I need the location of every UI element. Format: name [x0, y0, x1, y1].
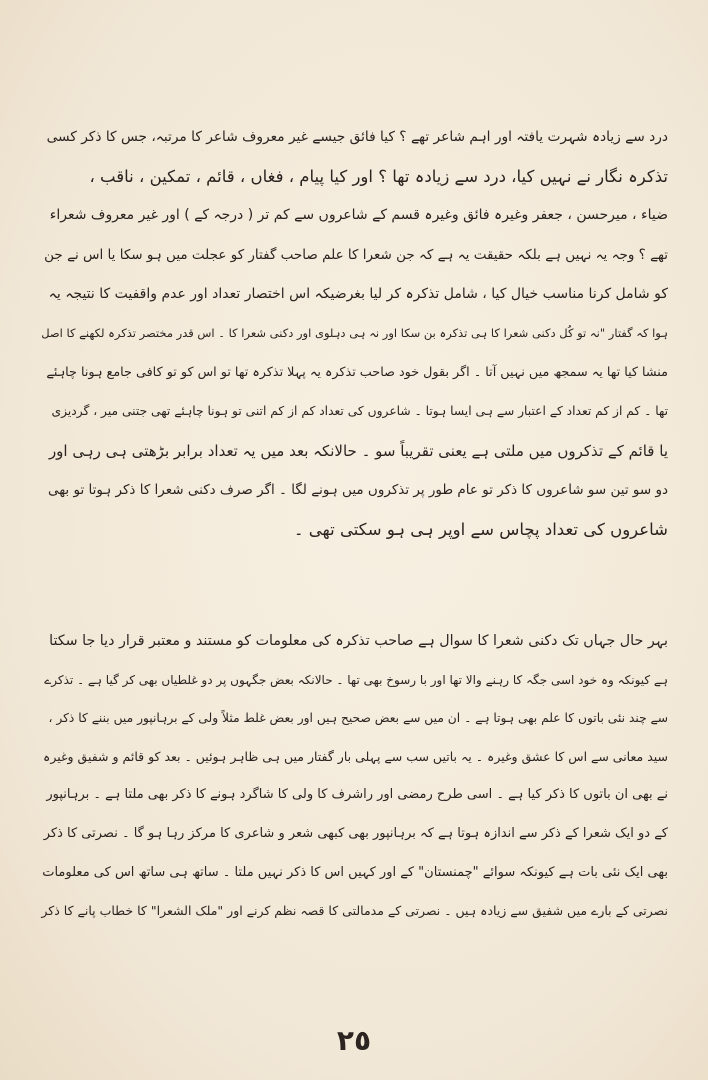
page-number: ٢٥ [336, 1024, 372, 1057]
text-line: بھی ایک نئی بات ہے کیونکہ سوائے "چمنستان" کے اور کہیں اس کا ذکر نہیں ملتا ۔ ساتھ ہی ساتھ اس کی معلومات [42, 864, 668, 880]
text-line: نصرتی کے بارے میں شفیق سے زیادہ ہیں ۔ نصرتی کے مدمالتی کا قصہ نظم کرنے اور "ملک الشعرا" کا خطاب پانے کا ذکر [41, 903, 668, 919]
text-line: نے بھی ان باتوں کا ذکر کیا ہے ۔ اسی طرح رمضی اور راشرف کا ولی کا شاگرد ہونے کا ذکر بھی ملتا ہے ۔ برہانپور [46, 787, 668, 803]
text-line: کے دو ایک شعرا کے ذکر سے اندازہ ہوتا ہے کہ برہانپور بھی کبھی شعر و شاعری کا مرکز رہا ہو گا ۔ نصرتی کا ذکر [43, 825, 668, 841]
text-line: تھا ۔ کم از کم تعداد کے اعتبار سے ہی ایسا ہوتا ۔ شاعروں کی تعداد کم از کم اتنی تو ہونا چاہئے تھی جتنی میر ، گردیزی [51, 404, 668, 419]
text-line: تھے ؟ وجہ یہ نہیں ہے بلکہ حقیقت یہ ہے کہ جن شعرا کا علم صاحب گفتار کو عجلت میں ہو سکا یا اس نے جن [44, 246, 668, 263]
text-line: ہے کیونکہ وہ خود اسی جگہ کا رہنے والا تھا اور با رسوخ بھی تھا ۔ حالانکہ بعض جگہوں پر دو غلطیاں بھی کر گیا ہے ۔ تذکرے [44, 672, 668, 687]
text-line: تذکرہ نگار نے نہیں کیا، درد سے زیادہ تھا ؟ اور کیا پیام ، فغاں ، قائم ، تمکین ، ناقب ، [89, 167, 668, 187]
text-line: سے چند نئی باتوں کا علم بھی ہوتا ہے ۔ ان میں سے بعض صحیح ہیں اور بعض غلط مثلاً ولی کے برہانپور میں بننے کا ذکر ، [48, 711, 668, 726]
text-line: سید معانی سے اس کا عشق وغیرہ ۔ یہ باتیں سب سے پہلی بار گفتار میں ہی ظاہر ہوئیں ۔ بعد کو قائم و شفیق وغیرہ [43, 748, 668, 764]
text-line: کو شامل کرنا مناسب خیال کیا ، شامل تذکرہ کر لیا بغرضیکہ اس اختصار تعداد اور عدم واقفیت کا نتیجہ یہ [48, 285, 668, 302]
text-line: درد سے زیادہ شہرت یافتہ اور اہم شاعر تھے ؟ کیا فائق جیسے غیر معروف شاعر کا مرتبہ، جس کا ذکر کسی [46, 129, 668, 145]
text-line: ہوا کہ گفتار "نہ تو کُل دکنی شعرا کا ہی تذکرہ بن سکا اور نہ ہی دہلوی اور دکنی شعرا کا ۔ اس قدر مختصر تذکرہ لکھنے کا اصل [41, 326, 668, 341]
text-line: یا قائم کے تذکروں میں ملتی ہے یعنی تقریباً سو ۔ حالانکہ بعد میں یہ تعداد برابر بڑھتی ہی رہی اور [48, 441, 668, 460]
text-line: منشا کیا تھا یہ سمجھ میں نہیں آتا ۔ اگر بقول خود صاحب تذکرہ یہ پہلا تذکرہ تھا تو اس کو تو کافی جامع ہونا چاہئے [46, 365, 668, 381]
text-line: دو سو تین سو شاعروں کا ذکر تو عام طور پر تذکروں میں ہونے لگا ۔ اگر صرف دکنی شعرا کا ذکر ہوتا تو بھی [47, 481, 668, 498]
text-line: بہر حال جہاں تک دکنی شعرا کا سوال ہے صاحب تذکرہ کی معلومات کو مستند و معتبر قرار دیا جا سکتا [49, 633, 668, 649]
text-line: ضیاء ، میرحسن ، جعفر وغیرہ فائق وغیرہ قسم کے شاعروں سے کم تر ( درجہ کے ) اور غیر معروف شعراء [49, 207, 668, 224]
text-line: شاعروں کی تعداد پچاس سے اوپر ہی ہو سکتی تھی ۔ [293, 520, 668, 540]
paragraph-1 [40, 118, 668, 549]
paragraph-2 [40, 622, 668, 931]
